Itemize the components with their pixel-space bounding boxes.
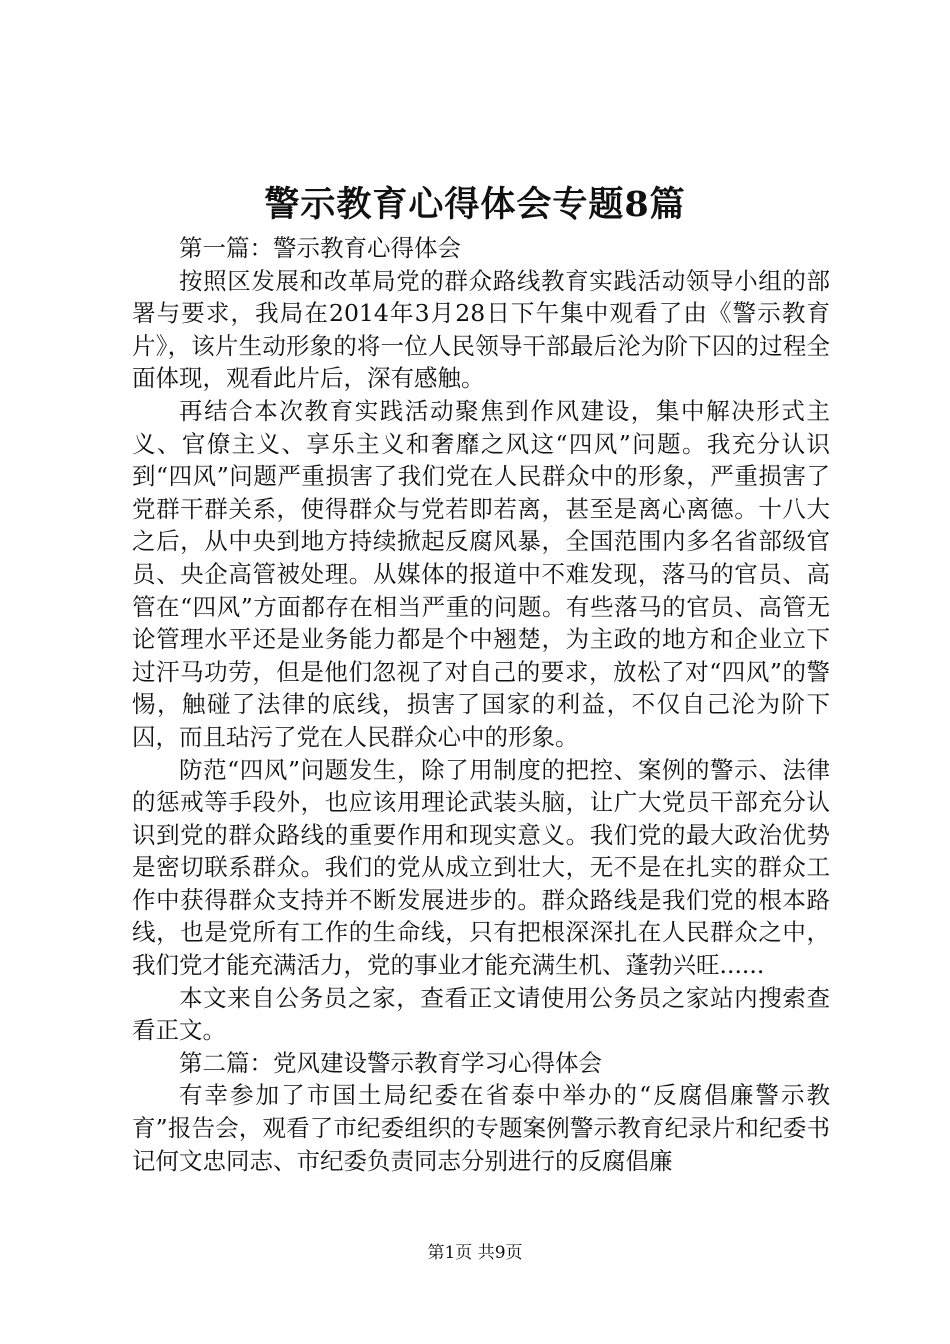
body-paragraph: 按照区发展和改革局党的群众路线教育实践活动领导小组的部署与要求，我局在2014年3月28日下午集中观看了由《警示教育片》，该片生动形象的将一位人民领导干部最后沦为阶下囚的过程全面体现，观看此片后，深有感触。 <box>132 266 830 393</box>
body-paragraph: 再结合本次教育实践活动聚焦到作风建设，集中解决形式主义、官僚主义、享乐主义和奢靡之风这“四风”问题。我充分认识到“四风”问题严重损害了我们党在人民群众中的形象，严重损害了党群干群关系，使得群众与党若即若离，甚至是离心离德。十八大之后，从中央到地方持续掀起反腐风暴，全国范围内多名省部级官员、央企高管被处理。从媒体的报道中不难发现，落马的官员、高管在“四风”方面都存在相当严重的问题。有些落马的官员、高管无论管理水平还是业务能力都是个中翘楚，为主政的地方和企业立下过汗马功劳，但是他们忽视了对自己的要求，放松了对“四风”的警惕，触碰了法律的底线，损害了国家的利益，不仅自己沦为阶下囚，而且玷污了党在人民群众心中的形象。 <box>132 396 830 751</box>
body-paragraph: 防范“四风”问题发生，除了用制度的把控、案例的警示、法律的惩戒等手段外，也应该用理论武装头脑，让广大党员干部充分认识到党的群众路线的重要作用和现实意义。我们党的最大政治优势是密切联系群众。我们的党从成立到壮大，无不是在扎实的群众工作中获得群众支持并不断发展进步的。群众路线是我们党的根本路线，也是党所有工作的生命线，只有把根深深扎在人民群众之中，我们党才能充满活力，党的事业才能充满生机、蓬勃兴旺...... <box>132 755 830 980</box>
source-note: 本文来自公务员之家，查看正文请使用公务员之家站内搜索查看正文。 <box>132 983 830 1045</box>
body-paragraph: 有幸参加了市国土局纪委在省泰中举办的“反腐倡廉警示教育”报告会，观看了市纪委组织的专题案例警示教育纪录片和纪委书记何文忠同志、市纪委负责同志分别进行的反腐倡廉 <box>132 1081 830 1175</box>
document-title: 警示教育心得体会专题8篇 <box>264 184 686 225</box>
section-heading-2: 第二篇：党风建设警示教育学习心得体会 <box>179 1048 602 1077</box>
page-footer: 第1页 共9页 <box>427 1243 523 1263</box>
document-body <box>132 232 830 1177</box>
section-heading-1: 第一篇：警示教育心得体会 <box>179 234 461 262</box>
